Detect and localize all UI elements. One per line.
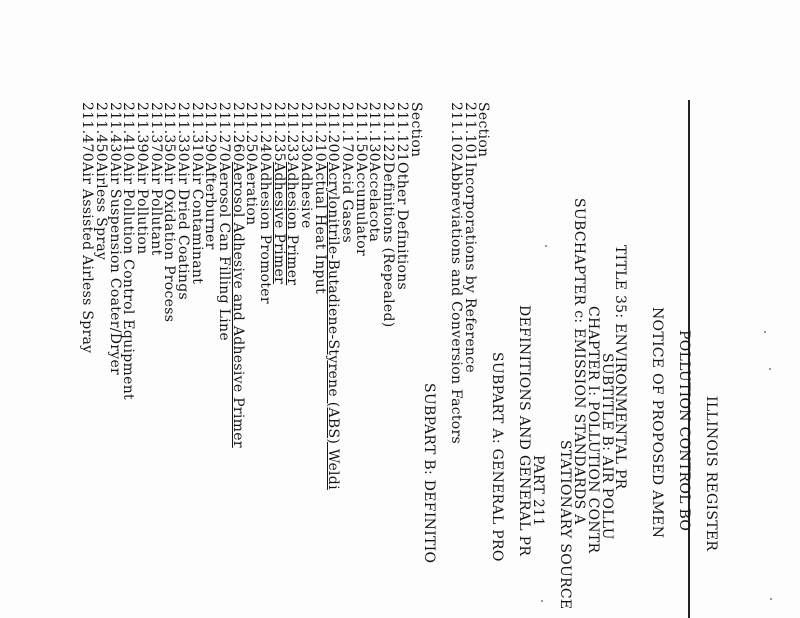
scan-speck — [545, 245, 547, 247]
section-row — [135, 102, 149, 254]
section-title: Aeration — [243, 162, 259, 226]
section-row — [258, 102, 272, 304]
section-row — [326, 102, 340, 490]
section-row — [463, 102, 477, 373]
section-title: Incorporations by Reference — [462, 162, 478, 373]
section-number: 211.260 — [230, 102, 246, 162]
section-number: 211.330 — [175, 102, 191, 162]
section-number: 211.240 — [257, 102, 273, 162]
section-number: 211.450 — [93, 102, 109, 162]
section-title: Actual Heat Input — [312, 162, 328, 295]
section-title: Acid Gases — [339, 162, 355, 244]
section-title: Adhesion Promoter — [257, 162, 273, 304]
section-row — [354, 102, 368, 256]
section-number: 211.290 — [202, 102, 218, 162]
section-row — [217, 102, 231, 341]
section-row — [340, 102, 354, 243]
notice-title: NOTICE OF PROPOSED AMEN — [649, 307, 665, 539]
section-row — [94, 102, 108, 260]
section-number: 211.410 — [120, 102, 136, 162]
section-title: Afterburner — [202, 162, 218, 250]
section-number: 211.122 — [380, 102, 396, 162]
register-title: ILLINOIS REGISTER — [703, 396, 719, 552]
section-number: 211.470 — [79, 102, 95, 162]
section-title: Abbreviations and Conversion Factors — [448, 162, 464, 444]
section-number: 211.430 — [107, 102, 123, 162]
section-number: 211.121 — [394, 102, 410, 162]
section-row — [176, 102, 190, 300]
section-title: Adhesive Primer — [271, 162, 287, 285]
section-label: Section — [408, 102, 424, 158]
section-row — [80, 102, 94, 353]
part-number: PART 211 — [530, 455, 546, 527]
section-row — [149, 102, 163, 256]
section-title: Acrylonitrile-Butadiene-Styrene (ABS) Weldi — [325, 162, 341, 490]
scan-speck — [764, 331, 766, 333]
part-title: DEFINITIONS AND GENERAL PR — [516, 305, 532, 557]
section-number: 211.170 — [339, 102, 355, 162]
section-label: Section — [475, 102, 491, 158]
section-row — [449, 102, 463, 444]
title-35: TITLE 35: ENVIRONMENTAL PR — [612, 245, 628, 490]
section-row — [244, 102, 258, 225]
section-title: Air Pollution — [134, 162, 150, 255]
section-title: Aerosol Adhesive and Adhesive Primer — [230, 162, 246, 448]
section-title: Aerosol Can Filling Line — [216, 162, 232, 341]
section-number: 211.101 — [462, 102, 478, 162]
section-row — [272, 102, 286, 284]
section-number: 211.102 — [448, 102, 464, 162]
section-row — [381, 102, 395, 328]
board-title: POLLUTION CONTROL BO — [676, 330, 692, 532]
section-number: 211.370 — [148, 102, 164, 162]
chapter-i: CHAPTER I: POLLUTION CONTR — [585, 306, 601, 554]
subpart-a-heading: SUBPART A: GENERAL PRO — [489, 352, 505, 562]
section-title: Air Oxidation Process — [161, 162, 177, 323]
section-title: Air Contaminant — [189, 162, 205, 285]
subpart-b-heading: SUBPART B: DEFINITIO — [421, 383, 437, 564]
section-title: Air Pollutant — [148, 162, 164, 256]
section-number: 211.210 — [312, 102, 328, 162]
section-number: 211.250 — [243, 102, 259, 162]
scan-speck — [769, 368, 771, 370]
section-title: Accumulator — [353, 162, 369, 256]
subchapter-cont: STATIONARY SOURCE — [557, 440, 573, 610]
scan-speck — [541, 600, 543, 602]
section-row — [121, 102, 135, 400]
section-number: 211.270 — [216, 102, 232, 162]
section-row — [367, 102, 381, 242]
section-number: 211.130 — [366, 102, 382, 162]
section-number: 211.233 — [284, 102, 300, 162]
section-number: 211.150 — [353, 102, 369, 162]
section-title: Accelacota — [366, 162, 382, 243]
section-row — [203, 102, 217, 250]
section-number: 211.350 — [161, 102, 177, 162]
section-row — [299, 102, 313, 229]
subtitle-b: SUBTITLE B: AIR POLLU — [599, 353, 615, 540]
section-number: 211.200 — [325, 102, 341, 162]
section-number: 211.310 — [189, 102, 205, 162]
section-row — [395, 102, 409, 290]
section-title: Definitions (Repealed) — [380, 162, 396, 328]
section-row — [190, 102, 204, 284]
subchapter-c: SUBCHAPTER c: EMISSION STANDARDS A — [571, 198, 587, 525]
scan-speck — [770, 598, 772, 600]
section-row — [162, 102, 176, 322]
section-title: Adhesive — [298, 162, 314, 229]
section-number: 211.230 — [298, 102, 314, 162]
section-title: Air Dried Coatings — [175, 162, 191, 300]
section-title: Other Definitions — [394, 162, 410, 291]
section-title: Air Pollution Control Equipment — [120, 162, 136, 400]
section-title: Airless Spray — [93, 162, 109, 261]
section-title: Adhesion Primer — [284, 162, 300, 286]
section-row — [285, 102, 299, 285]
section-title: Air Assisted Airless Spray — [79, 162, 95, 354]
section-number: 211.390 — [134, 102, 150, 162]
section-title: Air Suspension Coater/Dryer — [107, 162, 123, 376]
section-number: 211.235 — [271, 102, 287, 162]
section-row — [108, 102, 122, 375]
section-row — [231, 102, 245, 448]
section-row — [313, 102, 327, 294]
